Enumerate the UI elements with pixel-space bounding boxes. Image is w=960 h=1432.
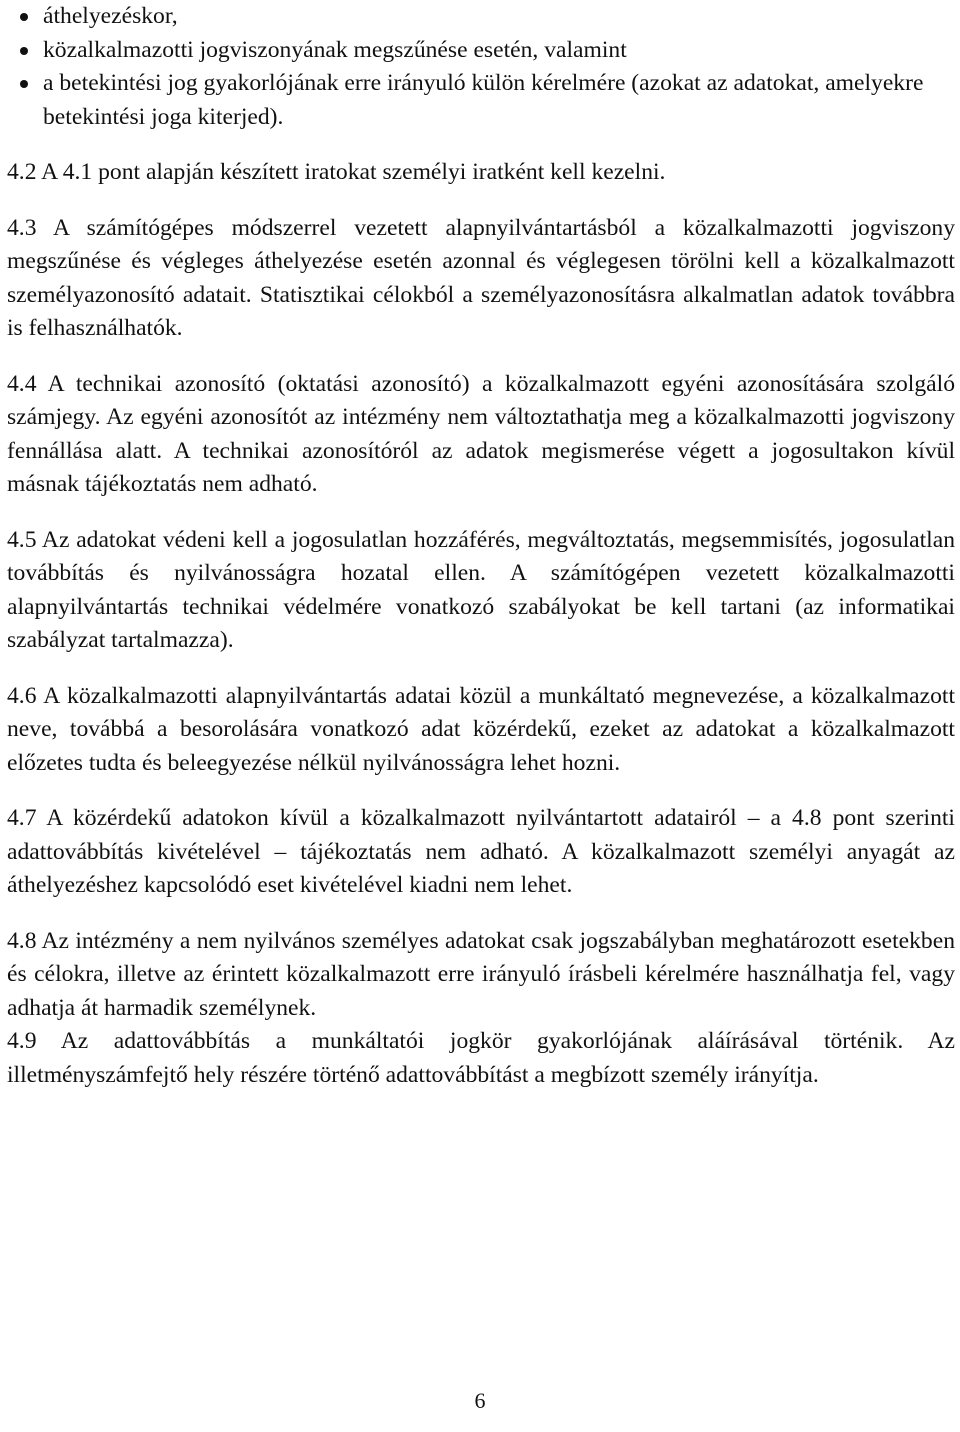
bullet-text: közalkalmazotti jogviszonyának megszűnése esetén, valamint [43,36,627,63]
bullet-list [7,0,955,134]
bullet-icon [20,80,28,88]
paragraph-4-2: 4.2 A 4.1 pont alapján készített iratokat személyi iratként kell kezelni. [7,159,666,185]
paragraph-4-6: 4.6 A közalkalmazotti alapnyilvántartás adatai közül a munkáltató megnevezése, a közalkalmazott neve, továbbá a besorolására vonatkozó adat közérdekű, ezeket az adatokat a közalkalmazott előzetes tudta és beleegyezése nélkül nyilvánosságra lehet hozni. [7,682,955,776]
paragraph-4-7: 4.7 A közérdekű adatokon kívül a közalkalmazott nyilvántartott adatairól – a 4.8 pont szerinti adattovábbítás kivételével – tájékoztatás nem adható. A közalkalmazott személyi anyagát az áthelyezéshez kapcsolódó eset kivételével kiadni nem lehet. [7,805,955,898]
paragraph-4-3: 4.3 A számítógépes módszerrel vezetett alapnyilvántartásból a közalkalmazotti jogviszony megszűnése és végleges áthelyezése esetén azonnal és véglegesen törölni kell a közalkalmazott személyazonosító adatait. Statisztikai célokból a személyazonosításra alkalmatlan adatok továbbra is felhasználhatók. [7,214,955,341]
list-item [7,34,955,68]
paragraph-4-9: 4.9 Az adattovábbítás a munkáltatói jogkör gyakorlójának aláírásával történik. Az illetményszámfejtő hely részére történő adattovábbítást a megbízott személy irányítja. [7,1028,955,1088]
list-item [7,67,955,134]
document-body [7,0,955,1092]
page-number: 6 [474,1388,486,1413]
paragraph-4-8: 4.8 Az intézmény a nem nyilvános személyes adatokat csak jogszabályban meghatározott esetekben és célokra, illetve az érintett közalkalmazott erre irányuló írásbeli kérelmére használhatja fel, vagy adhatja át harmadik személynek. [7,927,955,1021]
bullet-text: a betekintési jog gyakorlójának erre irányuló külön kérelmére (azokat az adatokat, amelyekre betekintési joga kiterjed). [43,70,924,130]
list-item [7,0,955,34]
bullet-icon [20,13,28,21]
bullet-text: áthelyezéskor, [43,3,178,29]
paragraph-4-4: 4.4 A technikai azonosító (oktatási azonosító) a közalkalmazott egyéni azonosítására szolgáló számjegy. Az egyéni azonosítót az intézmény nem változtathatja meg a közalkalmazotti jogviszony fennállása alatt. A technikai azonosítóról az adatok megismerése végett a jogosultakon kívül másnak tájékoztatás nem adható. [7,370,955,497]
paragraph-4-5: 4.5 Az adatokat védeni kell a jogosulatlan hozzáférés, megváltoztatás, megsemmisítés, jogosulatlan továbbítás és nyilvánosságra hozatal ellen. A számítógépen vezetett közalkalmazotti alapnyilvántartás technikai védelmére vonatkozó szabályokat be kell tartani (az informatikai szabályzat tartalmazza). [7,526,955,653]
bullet-icon [20,47,28,55]
